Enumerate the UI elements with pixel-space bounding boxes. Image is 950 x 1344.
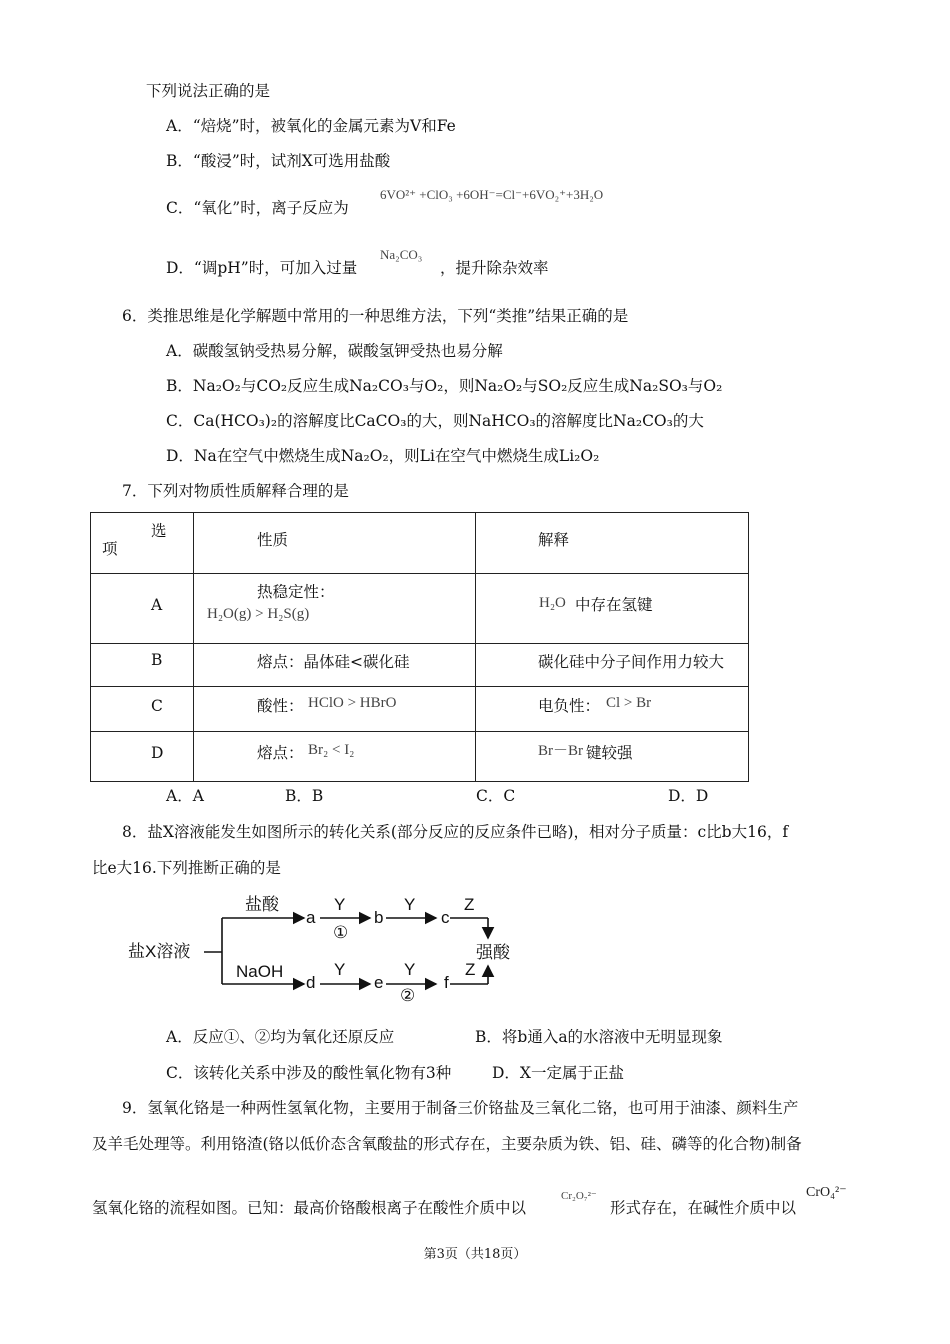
table-row-d-property-formula: Br₂ < I₂ xyxy=(308,742,355,758)
table-row-c-explanation: 电负性： xyxy=(538,697,601,715)
table-row-d-explanation-formula: Br－Br xyxy=(538,743,584,759)
q7-choice-a: A．A xyxy=(166,787,204,805)
diagram-reagent-hcl: 盐酸 xyxy=(245,895,279,914)
diagram-start-salt: 盐X溶液 xyxy=(128,942,191,961)
diagram-node-d: d xyxy=(306,973,316,992)
q5-option-c: C．“氧化”时，离子反应为 xyxy=(166,199,349,217)
diagram-reagent-z-2: Z xyxy=(465,960,476,979)
diagram-node-c: c xyxy=(441,908,450,927)
table-row-d-property: 熔点： xyxy=(257,744,304,762)
q8-option-b: B．将b通入a的水溶液中无明显现象 xyxy=(475,1028,723,1046)
q8-option-d: D．X一定属于正盐 xyxy=(492,1064,624,1082)
table-row-a-explanation: 中存在氢键 xyxy=(575,596,653,614)
diagram-reagent-y-2: Y xyxy=(404,895,416,914)
table-row-c-property-formula: HClO > HBrO xyxy=(308,695,397,711)
q9-line-3-formula-1: Cr₂O₇²⁻ xyxy=(561,1190,597,1202)
diagram-reagent-naoh: NaOH xyxy=(236,962,284,981)
table-header-explanation: 解释 xyxy=(538,531,570,549)
table-row-d-explanation: 键较强 xyxy=(586,744,633,762)
diagram-reagent-y-4: Y xyxy=(404,960,416,979)
table-row-b-explanation: 碳化硅中分子间作用力较大 xyxy=(538,653,725,671)
q5-option-c-formula: 6VO²⁺ +ClO₃ +6OH⁻=Cl⁻+6VO₂⁺+3H₂O xyxy=(380,187,604,202)
table-row-a-property: 热稳定性： xyxy=(257,583,335,601)
diagram-node-e: e xyxy=(374,973,384,992)
q9-line-1: 9．氢氧化铬是一种两性氢氧化物，主要用于制备三价铬盐及三氧化二铬，也可用于油漆、颜料生产 xyxy=(122,1099,799,1117)
q9-line-3b: 形式存在，在碱性介质中以 xyxy=(610,1199,797,1217)
q8-option-c: C．该转化关系中涉及的酸性氧化物有3种 xyxy=(166,1064,452,1082)
table-row-b-property: 熔点：晶体硅<碳化硅 xyxy=(257,653,410,671)
q5-option-d-post: ，提升除杂效率 xyxy=(440,259,549,277)
q5-option-d-formula: Na₂CO₃ xyxy=(380,247,423,262)
q6-option-a: A．碳酸氢钠受热易分解，碳酸氢钾受热也易分解 xyxy=(166,342,503,360)
table-row-b-option: B xyxy=(151,651,163,669)
diagram-step-1: ① xyxy=(333,923,349,942)
table-row-a-explanation-formula: H₂O xyxy=(539,595,566,611)
table-header-option-2: 项 xyxy=(102,540,118,558)
table-header-option-1: 选 xyxy=(151,522,167,540)
q8-conversion-diagram xyxy=(128,892,528,1012)
diagram-node-b: b xyxy=(374,908,384,927)
diagram-reagent-z-1: Z xyxy=(464,895,475,914)
q9-line-2: 及羊毛处理等。利用铬渣(铬以低价态含氧酸盐的形式存在，主要杂质为铁、铝、硅、磷等的化合物)制备 xyxy=(92,1135,802,1153)
q5-option-b: B．“酸浸”时，试剂X可选用盐酸 xyxy=(166,152,391,170)
q7-choice-c: C．C xyxy=(476,787,516,805)
diagram-product-strong-acid: 强酸 xyxy=(476,943,510,962)
q9-line-3-formula-2: CrO₄²⁻ xyxy=(806,1185,847,1200)
q5-option-d-pre: D．“调pH”时，可加入过量 xyxy=(166,259,358,277)
q8-option-a: A．反应①、②均为氧化还原反应 xyxy=(166,1028,395,1046)
q9-line-3a: 氢氧化铬的流程如图。已知：最高价铬酸根离子在酸性介质中以 xyxy=(92,1199,527,1217)
q7-choice-d: D．D xyxy=(668,787,709,805)
page-footer: 第3页（共18页） xyxy=(423,1247,527,1262)
q6-option-d: D．Na在空气中燃烧生成Na₂O₂，则Li在空气中燃烧生成Li₂O₂ xyxy=(166,447,600,465)
q6-option-c: C．Ca(HCO₃)₂的溶解度比CaCO₃的大，则NaHCO₃的溶解度比Na₂CO₃的大 xyxy=(166,412,704,430)
q6-option-b: B．Na₂O₂与CO₂反应生成Na₂CO₃与O₂，则Na₂O₂与SO₂反应生成Na₂SO₃与O₂ xyxy=(166,377,723,395)
diagram-reagent-y-3: Y xyxy=(334,960,346,979)
diagram-node-f: f xyxy=(444,973,449,992)
table-row-a-property-formula: H₂O(g) > H₂S(g) xyxy=(207,606,310,622)
diagram-reagent-y-1: Y xyxy=(334,895,346,914)
q7-stem: 7．下列对物质性质解释合理的是 xyxy=(122,482,349,500)
table-row-a-option: A xyxy=(151,596,163,614)
q7-table xyxy=(90,512,749,782)
diagram-step-2: ② xyxy=(400,986,416,1005)
q8-stem-line-2: 比e大16.下列推断正确的是 xyxy=(92,859,281,877)
table-row-c-explanation-formula: Cl > Br xyxy=(606,695,652,711)
q8-stem-line-1: 8．盐X溶液能发生如图所示的转化关系(部分反应的反应条件已略)，相对分子质量：c比b大16，f xyxy=(122,823,789,841)
table-row-c-property: 酸性： xyxy=(257,697,304,715)
diagram-node-a: a xyxy=(306,908,316,927)
q5-intro: 下列说法正确的是 xyxy=(146,82,271,100)
table-row-d-option: D xyxy=(151,744,164,762)
q6-stem: 6．类推思维是化学解题中常用的一种思维方法，下列“类推”结果正确的是 xyxy=(122,307,629,325)
table-row-c-option: C xyxy=(151,697,163,715)
q7-choice-b: B．B xyxy=(285,787,324,805)
table-header-property: 性质 xyxy=(257,531,289,549)
q5-option-a: A．“焙烧”时，被氧化的金属元素为V和Fe xyxy=(166,117,456,135)
